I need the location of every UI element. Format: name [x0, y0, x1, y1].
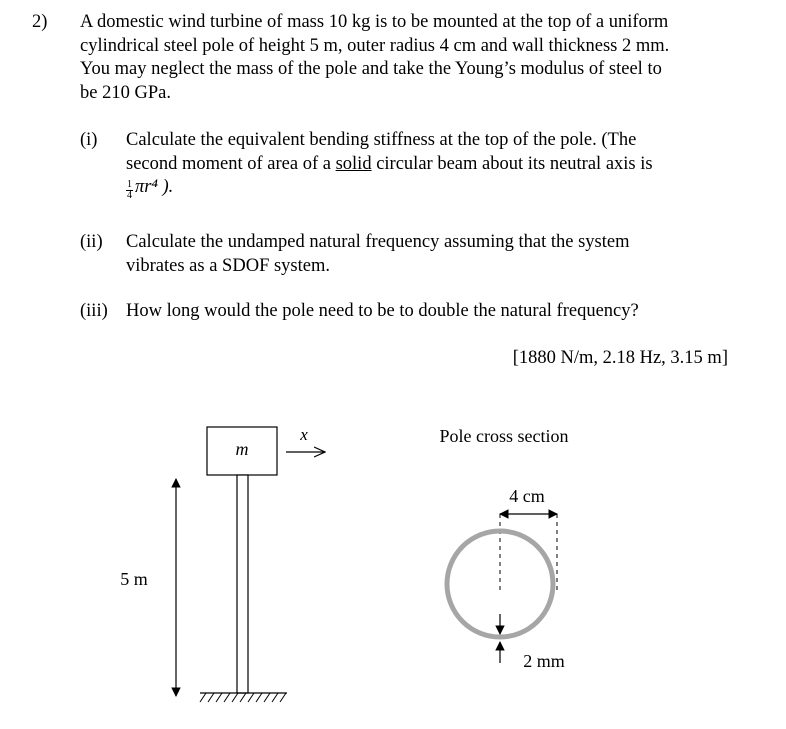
question-number: 2): [32, 12, 48, 32]
text-run: circular beam about its neutral axis is: [371, 153, 653, 174]
radius-label: 4 cm: [509, 486, 545, 506]
mass-label: m: [235, 439, 249, 459]
height-label: 5 m: [120, 569, 148, 589]
part-label: (iii): [80, 301, 108, 321]
part-line: How long would the pole need to be to double the natural frequency?: [126, 301, 639, 321]
part-line: Calculate the equivalent bending stiffness at the top of the pole. (The: [126, 130, 637, 150]
part-line: Calculate the undamped natural frequency assuming that the system: [126, 232, 630, 252]
thickness-label: 2 mm: [523, 651, 565, 671]
underlined-word: solid: [335, 153, 372, 174]
intro-line: You may neglect the mass of the pole and take the Young’s modulus of steel to: [80, 59, 662, 79]
fraction-denominator: 4: [127, 190, 132, 201]
cross-section-title: Pole cross section: [439, 426, 569, 446]
intro-line: cylindrical steel pole of height 5 m, outer radius 4 cm and wall thickness 2 mm.: [80, 35, 670, 56]
answers: [1880 N/m, 2.18 Hz, 3.15 m]: [512, 348, 728, 368]
part-line: vibrates as a SDOF system.: [126, 255, 330, 276]
ground-hatching: [200, 693, 287, 702]
displacement-label: x: [300, 425, 308, 444]
pole: [237, 475, 248, 693]
part-label: (ii): [80, 232, 103, 252]
text-run: second moment of area of a: [126, 153, 336, 174]
part-label: (i): [80, 130, 98, 150]
intro-line: be 210 GPa.: [80, 82, 171, 103]
formula: πr⁴ ).: [135, 177, 174, 197]
fraction-numerator: 1: [127, 179, 132, 190]
intro-line: A domestic wind turbine of mass 10 kg is to be mounted at the top of a uniform: [80, 12, 669, 32]
